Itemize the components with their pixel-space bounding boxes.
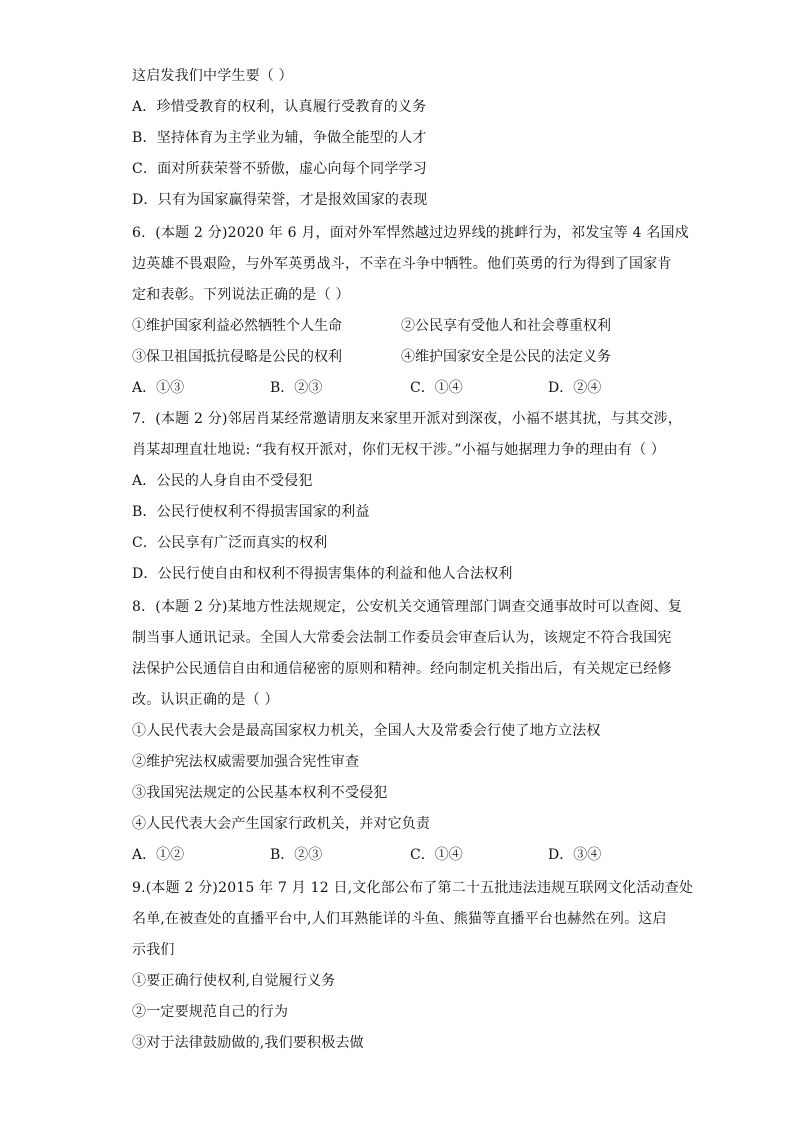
q8-stem-line-4: 改。认识正确的是（ ）: [132, 692, 279, 708]
q6-stem-line-1: 6．(本题 2 分)2020 年 6 月，面对外军悍然越过边界线的挑衅行为，祁发宝等 4 名国戍: [132, 225, 689, 241]
q8-item-1: ①人民代表大会是最高国家权力机关，全国人大及常委会行使了地方立法权: [132, 723, 601, 739]
q9-item-3: ③对于法律鼓励做的,我们要积极去做: [132, 1035, 364, 1051]
q7-option-b: B．公民行使权利不得损害国家的利益: [132, 504, 370, 520]
q6-item-2: ②公民享有受他人和社会尊重权利: [401, 318, 611, 334]
q5-option-d: D．只有为国家赢得荣誉，才是报效国家的表现: [132, 192, 428, 208]
q8-choice-b: B．②③: [270, 847, 323, 863]
q8-item-3: ③我国宪法规定的公民基本权利不受侵犯: [132, 785, 388, 801]
q7-stem-line-1: 7．(本题 2 分)邻居肖某经常邀请朋友来家里开派对到深夜，小福不堪其扰，与其交涉，: [132, 411, 683, 427]
q7-option-a: A．公民的人身自由不受侵犯: [132, 473, 313, 489]
q8-item-2: ②维护宪法权威需要加强合宪性审查: [132, 754, 360, 770]
q6-choice-d: D．②④: [548, 380, 602, 396]
q6-item-1: ①维护国家利益必然牺牲个人生命: [132, 318, 342, 334]
q8-choice-a: A．①②: [132, 847, 185, 863]
q6-choice-c: C．①④: [410, 380, 463, 396]
q6-stem-line-2: 边英雄不畏艰险，与外军英勇战斗，不幸在斗争中牺牲。他们英勇的行为得到了国家肯: [132, 256, 672, 272]
q6-choice-a: A．①③: [132, 380, 185, 396]
q5-option-b: B．坚持体育为主学业为辅，争做全能型的人才: [132, 130, 427, 146]
q5-option-c: C．面对所获荣誉不骄傲，虚心向每个同学学习: [132, 161, 427, 177]
q7-option-c: C．公民享有广泛而真实的权利: [132, 535, 328, 551]
q8-item-4: ④人民代表大会产生国家行政机关，并对它负责: [132, 816, 431, 832]
q9-stem-line-2: 名单,在被查处的直播平台中,人们耳熟能详的斗鱼、熊猫等直播平台也赫然在列。这启: [132, 911, 667, 927]
q8-choice-d: D．③④: [548, 847, 602, 863]
q9-item-2: ②一定要规范自己的行为: [132, 1004, 289, 1020]
q6-choice-b: B．②③: [270, 380, 323, 396]
q6-item-3: ③保卫祖国抵抗侵略是公民的权利: [132, 349, 342, 365]
q8-stem-line-1: 8．(本题 2 分)某地方性法规规定，公安机关交通管理部门调查交通事故时可以查阅、复: [132, 599, 683, 615]
q6-item-4: ④维护国家安全是公民的法定义务: [401, 349, 611, 365]
q5-stem-tail: 这启发我们中学生要（ ）: [132, 68, 293, 84]
q8-stem-line-3: 法保护公民通信自由和通信秘密的原则和精神。经向制定机关指出后，有关规定已经修: [132, 661, 672, 677]
q6-stem-line-3: 定和表彰。下列说法正确的是（ ）: [132, 287, 350, 303]
q8-choice-c: C．①④: [410, 847, 463, 863]
q7-stem-line-2: 肖某却理直壮地说: “我有权开派对，你们无权干涉。”小福与她据理力争的理由有（ ）: [132, 442, 666, 458]
q5-option-a: A．珍惜受教育的权利，认真履行受教育的义务: [132, 99, 427, 115]
q7-option-d: D．公民行使自由和权利不得损害集体的利益和他人合法权利: [132, 566, 513, 582]
q8-stem-line-2: 制当事人通讯记录。全国人大常委会法制工作委员会审查后认为，该规定不符合我国宪: [132, 630, 672, 646]
q9-item-1: ①要正确行使权利,自觉履行义务: [132, 973, 336, 989]
q9-stem-line-3: 示我们: [132, 942, 175, 958]
q9-stem-line-1: 9.(本题 2 分)2015 年 7 月 12 日,文化部公布了第二十五批违法违规互联网文化活动查处: [132, 880, 694, 896]
